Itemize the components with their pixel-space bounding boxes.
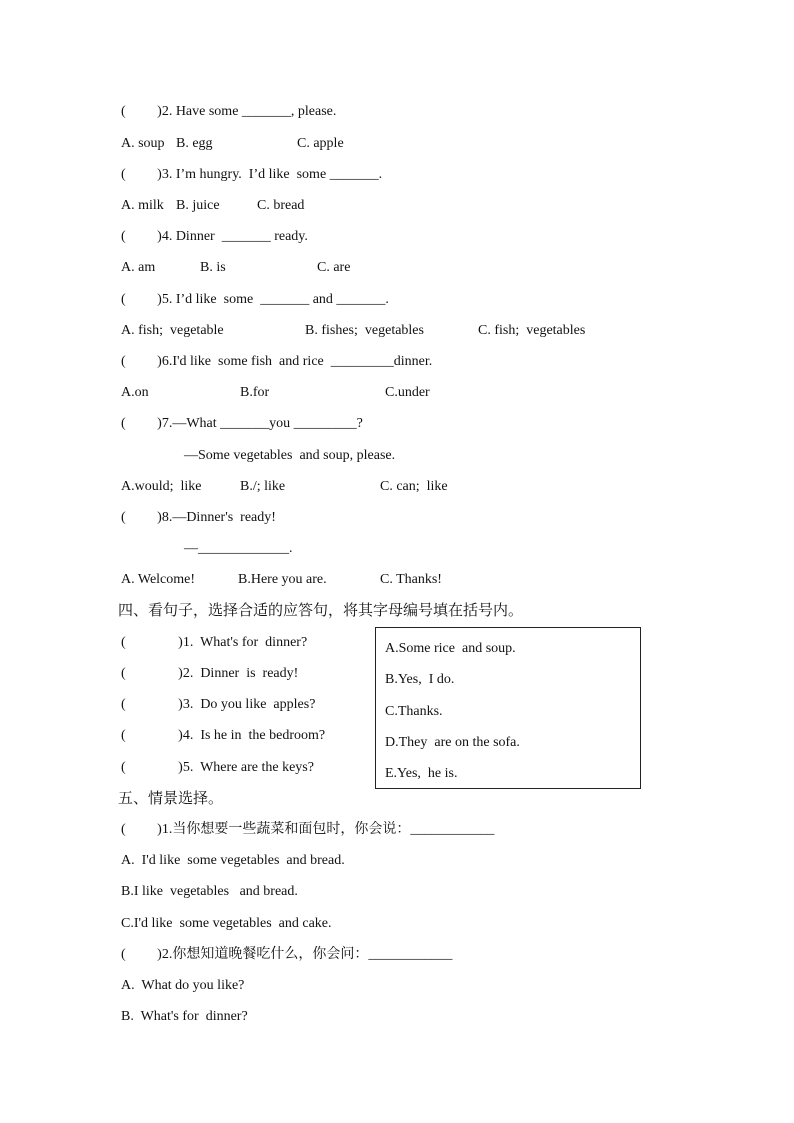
question-7-stem: ( )7.—What _______you _________?: [121, 416, 363, 431]
answer-option-c: C.Thanks.: [385, 704, 443, 719]
matching-question-4: ( )4. Is he in the bedroom?: [121, 728, 326, 743]
answer-option-b: B.Yes, I do.: [385, 672, 455, 687]
question-4-option-a: A. am: [121, 260, 156, 275]
scenario-question-1-stem: ( )1.当你想要一些蔬菜和面包时，你会说：____________: [121, 822, 495, 837]
section-4-heading: 四、看句子，选择合适的应答句，将其字母编号填在括号内。: [118, 603, 524, 619]
question-7-option-a: A.would; like: [121, 479, 202, 494]
answer-option-d: D.They are on the sofa.: [385, 735, 520, 750]
question-6-stem: ( )6.I'd like some fish and rice _________dinner.: [121, 354, 433, 369]
question-5-option-a: A. fish; vegetable: [121, 323, 224, 338]
scenario-question-1-option-b: B.I like vegetables and bread.: [121, 884, 298, 899]
question-6-option-c: C.under: [385, 385, 430, 400]
question-7-reply: —Some vegetables and soup, please.: [184, 448, 396, 463]
question-7-option-b: B./; like: [240, 479, 286, 494]
question-3-option-a: A. milk: [121, 198, 164, 213]
question-2-option-c: C. apple: [297, 136, 344, 151]
question-7-option-c: C. can; like: [380, 479, 448, 494]
scenario-question-2-stem: ( )2.你想知道晚餐吃什么，你会问：____________: [121, 947, 453, 962]
scenario-question-1-option-c: C.I'd like some vegetables and cake.: [121, 916, 332, 931]
question-4-stem: ( )4. Dinner _______ ready.: [121, 229, 308, 244]
question-2-option-b: B. egg: [176, 136, 213, 151]
question-8-reply: —_____________.: [184, 541, 293, 556]
question-4-option-c: C. are: [317, 260, 351, 275]
section-5-heading: 五、情景选择。: [118, 791, 224, 807]
matching-question-3: ( )3. Do you like apples?: [121, 697, 316, 712]
question-8-stem: ( )8.—Dinner's ready!: [121, 510, 276, 525]
answer-options-box: [375, 627, 641, 789]
question-2-stem: ( )2. Have some _______, please.: [121, 104, 337, 119]
question-5-option-b: B. fishes; vegetables: [305, 323, 424, 338]
answer-option-a: A.Some rice and soup.: [385, 641, 516, 656]
scenario-question-2-option-b: B. What's for dinner?: [121, 1009, 248, 1024]
matching-question-1: ( )1. What's for dinner?: [121, 635, 308, 650]
scenario-question-1-option-a: A. I'd like some vegetables and bread.: [121, 853, 345, 868]
question-8-option-b: B.Here you are.: [238, 572, 327, 587]
question-6-option-b: B.for: [240, 385, 270, 400]
answer-option-e: E.Yes, he is.: [385, 766, 458, 781]
question-5-option-c: C. fish; vegetables: [478, 323, 586, 338]
question-3-option-b: B. juice: [176, 198, 220, 213]
question-8-option-c: C. Thanks!: [380, 572, 442, 587]
question-3-option-c: C. bread: [257, 198, 305, 213]
question-6-option-a: A.on: [121, 385, 149, 400]
matching-question-2: ( )2. Dinner is ready!: [121, 666, 299, 681]
question-3-stem: ( )3. I’m hungry. I’d like some _______.: [121, 167, 383, 182]
question-2-option-a: A. soup: [121, 136, 165, 151]
question-5-stem: ( )5. I’d like some _______ and _______.: [121, 292, 389, 307]
question-8-option-a: A. Welcome!: [121, 572, 196, 587]
question-4-option-b: B. is: [200, 260, 226, 275]
matching-question-5: ( )5. Where are the keys?: [121, 760, 314, 775]
scenario-question-2-option-a: A. What do you like?: [121, 978, 245, 993]
